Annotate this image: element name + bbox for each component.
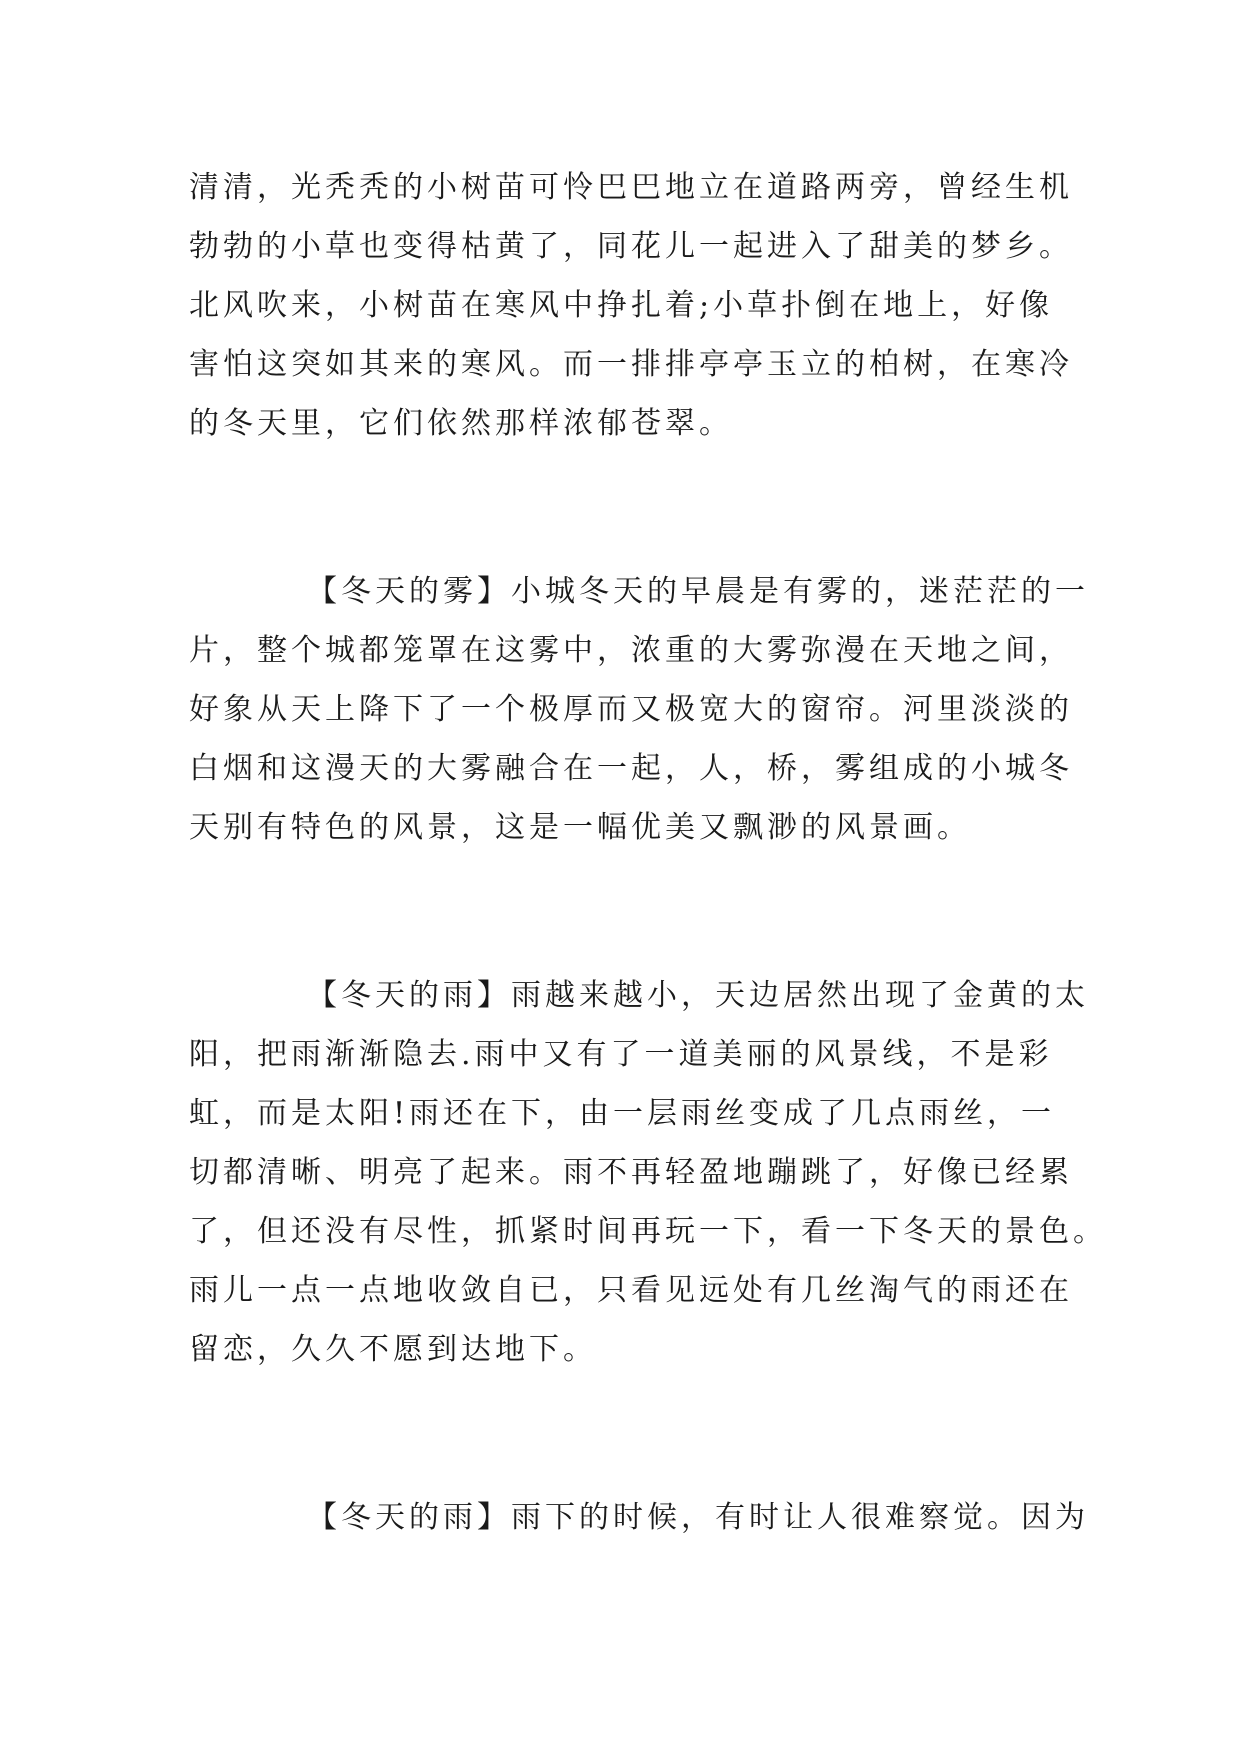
section-heading: 【冬天的雾】 [307,574,511,609]
first-line [189,562,1089,621]
text-run: 雨越来越小，天边居然出现了金黄的太 [511,978,1089,1013]
text-line: 北风吹来，小树苗在寒风中挣扎着;小草扑倒在地上，好像 [189,288,1054,323]
text-run: 雨下的时候，有时让人很难察觉。因为 [511,1500,1089,1535]
text-line: 片，整个城都笼罩在这雾中，浓重的大雾弥漫在天地之间， [189,633,1073,668]
text-line: 虹，而是太阳!雨还在下，由一层雨丝变成了几点雨丝，一 [189,1096,1056,1131]
text-line: 了，但还没有尽性，抓紧时间再玩一下，看一下冬天的景色。 [189,1214,1107,1249]
first-line [189,966,1089,1025]
text-line: 清清，光秃秃的小树苗可怜巴巴地立在道路两旁，曾经生机 [189,170,1073,205]
text-line: 雨儿一点一点地收敛自已，只看见远处有几丝淘气的雨还在 [189,1273,1073,1308]
section-heading: 【冬天的雨】 [307,1500,511,1535]
text-run: 小城冬天的早晨是有雾的，迷茫茫的一 [511,574,1089,609]
text-line: 害怕这突如其来的寒风。而一排排亭亭玉立的柏树，在寒冷 [189,347,1073,382]
paragraph-winter-fog [189,562,1089,857]
paragraph-winter-rain-2 [189,1488,1089,1547]
text-line: 留恋，久久不愿到达地下。 [189,1332,597,1367]
text-line: 好象从天上降下了一个极厚而又极宽大的窗帘。河里淡淡的 [189,692,1073,727]
text-line: 白烟和这漫天的大雾融合在一起，人，桥，雾组成的小城冬 [189,751,1073,786]
text-line: 天别有特色的风景，这是一幅优美又飘渺的风景画。 [189,810,971,845]
paragraph-winter-rain-1 [189,966,1107,1379]
section-heading: 【冬天的雨】 [307,978,511,1013]
paragraph-trees [189,158,1073,453]
first-line [189,1488,1089,1547]
text-line: 切都清晰、明亮了起来。雨不再轻盈地蹦跳了，好像已经累 [189,1155,1073,1190]
text-line: 的冬天里，它们依然那样浓郁苍翠。 [189,406,733,441]
text-line: 阳，把雨渐渐隐去.雨中又有了一道美丽的风景线，不是彩 [189,1037,1053,1072]
text-line: 勃勃的小草也变得枯黄了，同花儿一起进入了甜美的梦乡。 [189,229,1073,264]
